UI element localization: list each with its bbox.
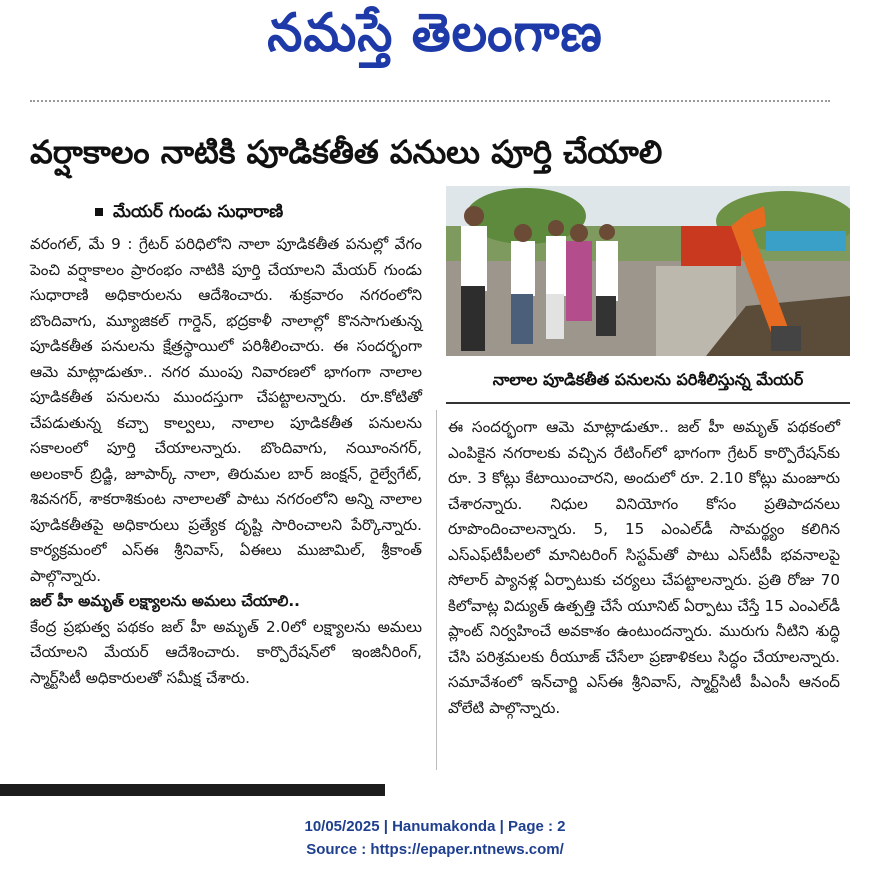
footer-date-page: 10/05/2025 | Hanumakonda | Page : 2 — [304, 818, 566, 835]
article-subheading: జల్ హీ అమృత్ లక్ష్యాలను అమలు చేయాలి.. — [30, 592, 300, 610]
article-paragraph: ఈ సందర్భంగా ఆమె మాట్లాడుతూ.. జల్ హీ అమృత్ పథకంలో ఎంపికైన నగరాలకు వచ్చిన రేటింగ్‌లో భాగంగా గ్రేటర్ కార్పొరేషన్‌కు రూ. 3 కోట్లు కేటాయించారని, అందులో రూ. 2.10 కోట్లు మంజూరు చేశారన్నారు. నిధుల వినియోగం కోసం ప్రతిపాదనలు రూపొందించాలన్నారు. 5, 15 ఎంఎల్‌డీ సామర్థ్యం కలిగిన ఎస్‌ఎఫ్‌టీపీలలో మానిటరింగ్ సిస్టమ్‌తో పాటు ఎస్‌టీపీ భవనాలపై సోలార్ ప్యానళ్ల ఏర్పాటుకు చర్యలు చేపట్టాలన్నారు. ప్రతి రోజు 70 కిలోవాట్ల విద్యుత్ ఉత్పత్తి చేసే యూనిట్ ఏర్పాటు చేస్తే 15 ఎంఎల్‌డీ ప్లాంట్ నిర్వహించే అవకాశం ఉంటుందన్నారు. మురుగు నీటిని శుద్ధి చేసి పరిశ్రమలకు రీయూజ్ చేసేలా ప్రణాళికలు సిద్ధం చేయాలన్నారు. సమావేశంలో ఇన్‌చార్జి ఎస్ఈ శ్రీనివాస్, స్మార్ట్‌సిటీ పీఎంసీ ఆనంద్ వోలేటి పాల్గొన్నారు. — [448, 418, 840, 717]
column-divider — [436, 410, 437, 770]
photo-caption: నాలాల పూడికతీత పనులను పరిశీలిస్తున్న మేయర్ — [446, 358, 850, 404]
masthead-logo — [0, 0, 870, 78]
byline-text: మేయర్ గుండు సుధారాణి — [113, 202, 284, 222]
byline — [95, 202, 283, 226]
article-paragraph: కేంద్ర ప్రభుత్వ పథకం జల్ హీ అమృత్ 2.0లో లక్ష్యాలను అమలు చేయాలని మేయర్ ఆదేశించారు. కార్పొరేషన్‌లో ఇంజినీరింగ్, స్మార్ట్‌సిటీ అధికారులతో సమీక్ష చేశారు. — [30, 617, 422, 687]
masthead-divider — [30, 100, 830, 102]
article-column-right — [448, 415, 840, 721]
site-inspection-photo — [446, 186, 850, 356]
next-article-strip — [0, 784, 385, 796]
article-headline: వర్షాకాలం నాటికి పూడికతీత పనులు పూర్తి చేయాలి — [30, 133, 663, 171]
article-paragraph: వరంగల్, మే 9 : గ్రేటర్ పరిధిలోని నాలా పూడికతీత పనుల్లో వేగం పెంచి వర్షాకాలం ప్రారంభం నాటికి పూర్తి చేయాలని మేయర్ గుండు సుధారాణి అధికారులను ఆదేశించారు. శుక్రవారం నగరంలోని బొందివాగు, మ్యూజికల్ గార్డెన్, భద్రకాళీ నాలాల్లో కొనసాగుతున్న పూడికతీత పనులను క్షేత్రస్థాయిలో పరిశీలించారు. ఈ సందర్భంగా ఆమె మాట్లాడుతూ.. నగర ముంపు నివారణలో భాగంగా నాలాల పూడికతీత పనులను ముందస్తుగా చేపట్టాలన్నారు. రూ.కోటితో చేపడుతున్న కచ్చా కాల్వలు, నాలాల పూడికతీత పనులను సకాలంలో పూర్తి చేయాలన్నారు. బొందివాగు, నయీంనగర్, అలంకార్ బ్రిడ్జి, జూపార్క్ నాలా, తిరుమల బార్ జంక్షన్, రైల్వేగేట్, శివనగర్, శాకరాశికుంట నాలాలతో పాటు నగరంలోని అన్ని నాలాల పూడికతీతపై అధికారులు ప్రత్యేక దృష్టి సారించాలని పేర్కొన్నారు. కార్యక్రమంలో ఎస్ఈ శ్రీనివాస్, ఏఈలు ముజామిల్, శ్రీకాంత్ పాల్గొన్నారు. — [30, 235, 422, 585]
article-photo — [446, 186, 850, 356]
article-column-left — [30, 232, 422, 691]
footer-source: Source : https://epaper.ntnews.com/ — [306, 841, 564, 858]
masthead-title: నమస్తే తెలంగాణ — [267, 2, 603, 64]
bullet-square-icon — [95, 208, 103, 216]
